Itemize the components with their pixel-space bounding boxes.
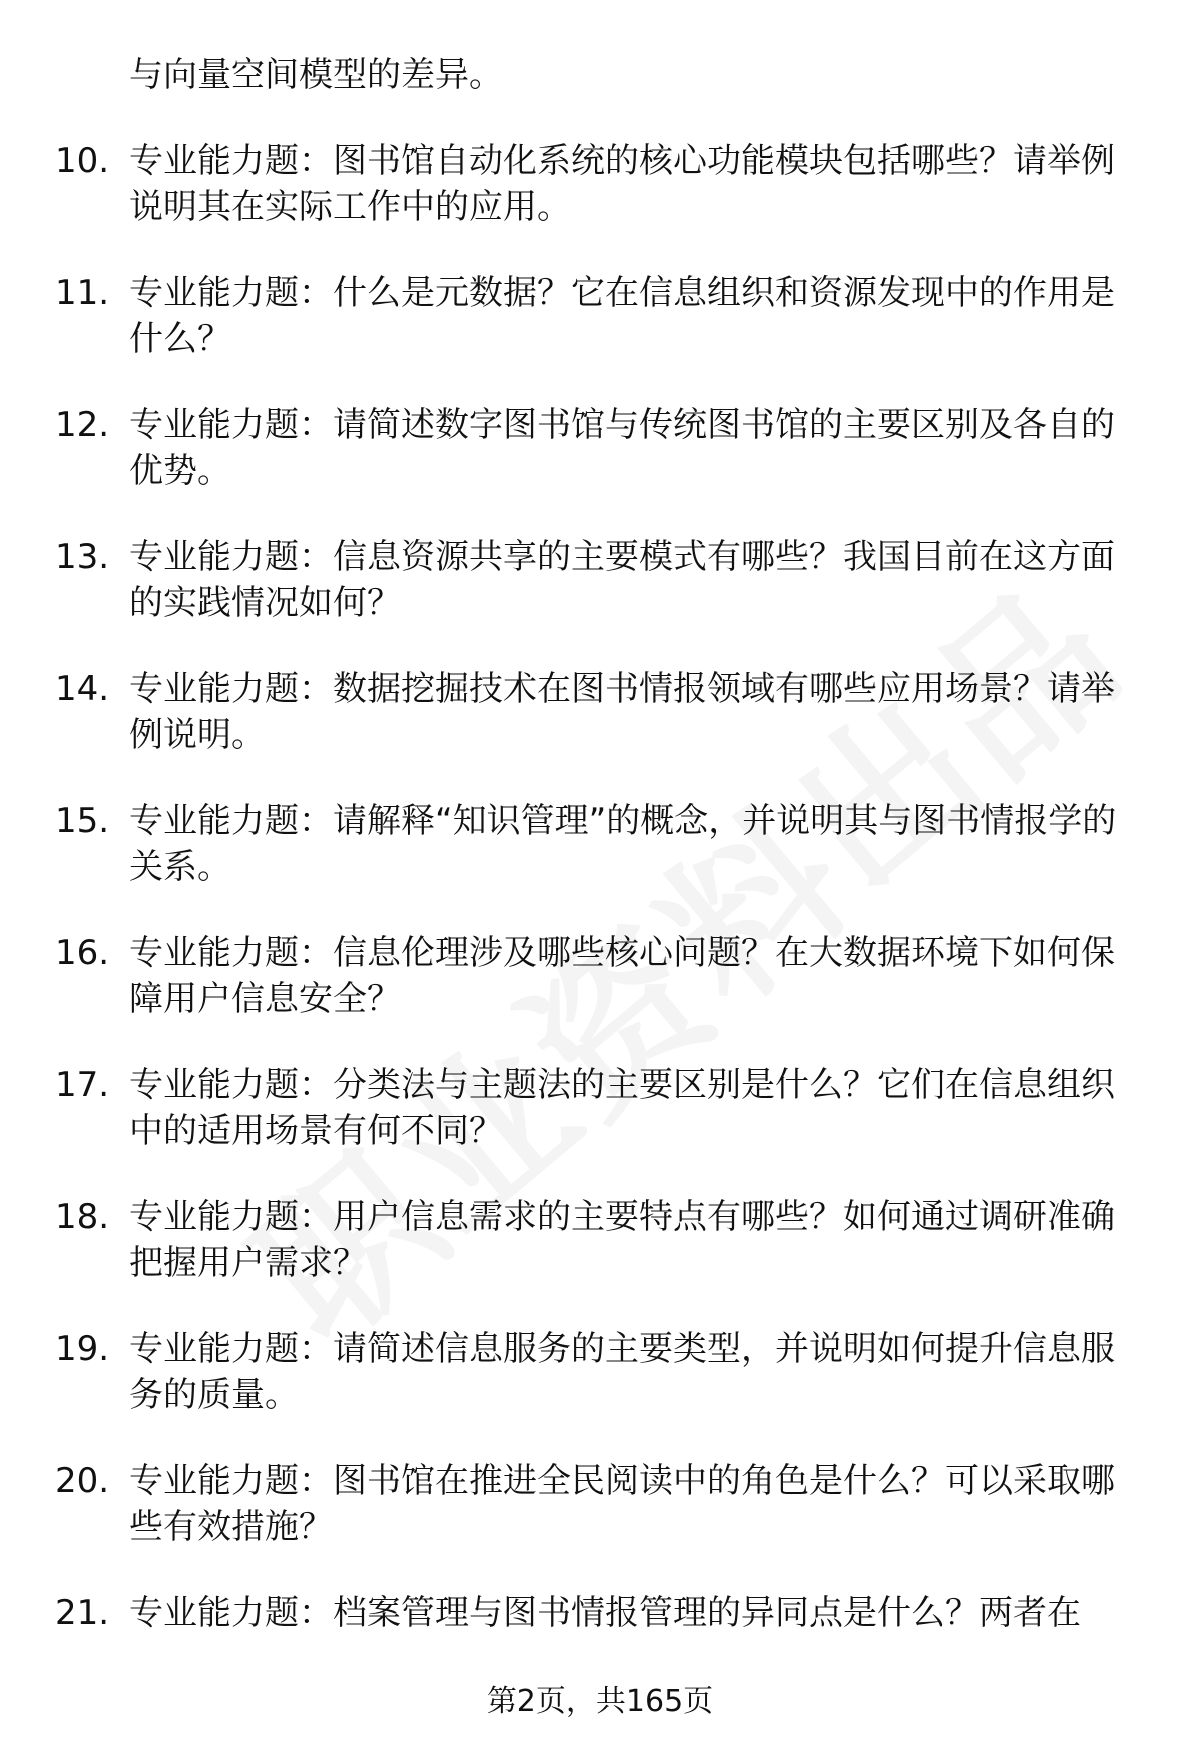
question-text: 专业能力题：请简述信息服务的主要类型，并说明如何提升信息服务的质量。 — [129, 1329, 1115, 1415]
question-item — [55, 270, 1145, 362]
question-number: 14. — [55, 669, 110, 709]
question-item — [55, 1062, 1145, 1154]
question-text: 专业能力题：图书馆在推进全民阅读中的角色是什么？可以采取哪些有效措施？ — [129, 1461, 1115, 1547]
question-number: 11. — [55, 273, 110, 313]
question-item — [55, 798, 1145, 890]
question-list — [55, 52, 1145, 1636]
question-item — [55, 534, 1145, 626]
question-item — [55, 402, 1145, 494]
question-item — [55, 1194, 1145, 1286]
question-text: 专业能力题：数据挖掘技术在图书情报领域有哪些应用场景？请举例说明。 — [129, 669, 1115, 755]
question-number: 16. — [55, 933, 110, 973]
question-text: 专业能力题：信息伦理涉及哪些核心问题？在大数据环境下如何保障用户信息安全？ — [129, 933, 1115, 1019]
question-text: 专业能力题：用户信息需求的主要特点有哪些？如何通过调研准确把握用户需求？ — [129, 1197, 1115, 1283]
page-footer: 第2页，共165页 — [486, 1684, 714, 1719]
continuation-text: 与向量空间模型的差异。 — [129, 55, 503, 95]
question-number: 15. — [55, 801, 110, 841]
question-number: 21. — [55, 1593, 110, 1633]
question-item — [55, 1458, 1145, 1550]
question-text: 专业能力题：请解释“知识管理”的概念，并说明其与图书情报学的关系。 — [129, 801, 1117, 887]
question-text: 专业能力题：档案管理与图书情报管理的异同点是什么？两者在 — [129, 1593, 1081, 1633]
question-item — [55, 138, 1145, 230]
question-number: 13. — [55, 537, 110, 577]
question-text: 专业能力题：信息资源共享的主要模式有哪些？我国目前在这方面的实践情况如何？ — [129, 537, 1115, 623]
question-number: 12. — [55, 405, 110, 445]
question-item — [55, 930, 1145, 1022]
question-number: 18. — [55, 1197, 110, 1237]
question-item — [55, 1326, 1145, 1418]
question-text: 专业能力题：什么是元数据？它在信息组织和资源发现中的作用是什么？ — [129, 273, 1115, 359]
question-number: 17. — [55, 1065, 110, 1105]
question-text: 专业能力题：分类法与主题法的主要区别是什么？它们在信息组织中的适用场景有何不同？ — [129, 1065, 1115, 1151]
question-number: 19. — [55, 1329, 110, 1369]
question-item — [55, 666, 1145, 758]
question-text: 专业能力题：请简述数字图书馆与传统图书馆的主要区别及各自的优势。 — [129, 405, 1115, 491]
question-number: 20. — [55, 1461, 110, 1501]
question-text: 专业能力题：图书馆自动化系统的核心功能模块包括哪些？请举例说明其在实际工作中的应用。 — [129, 141, 1115, 227]
question-number: 10. — [55, 141, 110, 181]
question-item — [55, 1590, 1145, 1636]
